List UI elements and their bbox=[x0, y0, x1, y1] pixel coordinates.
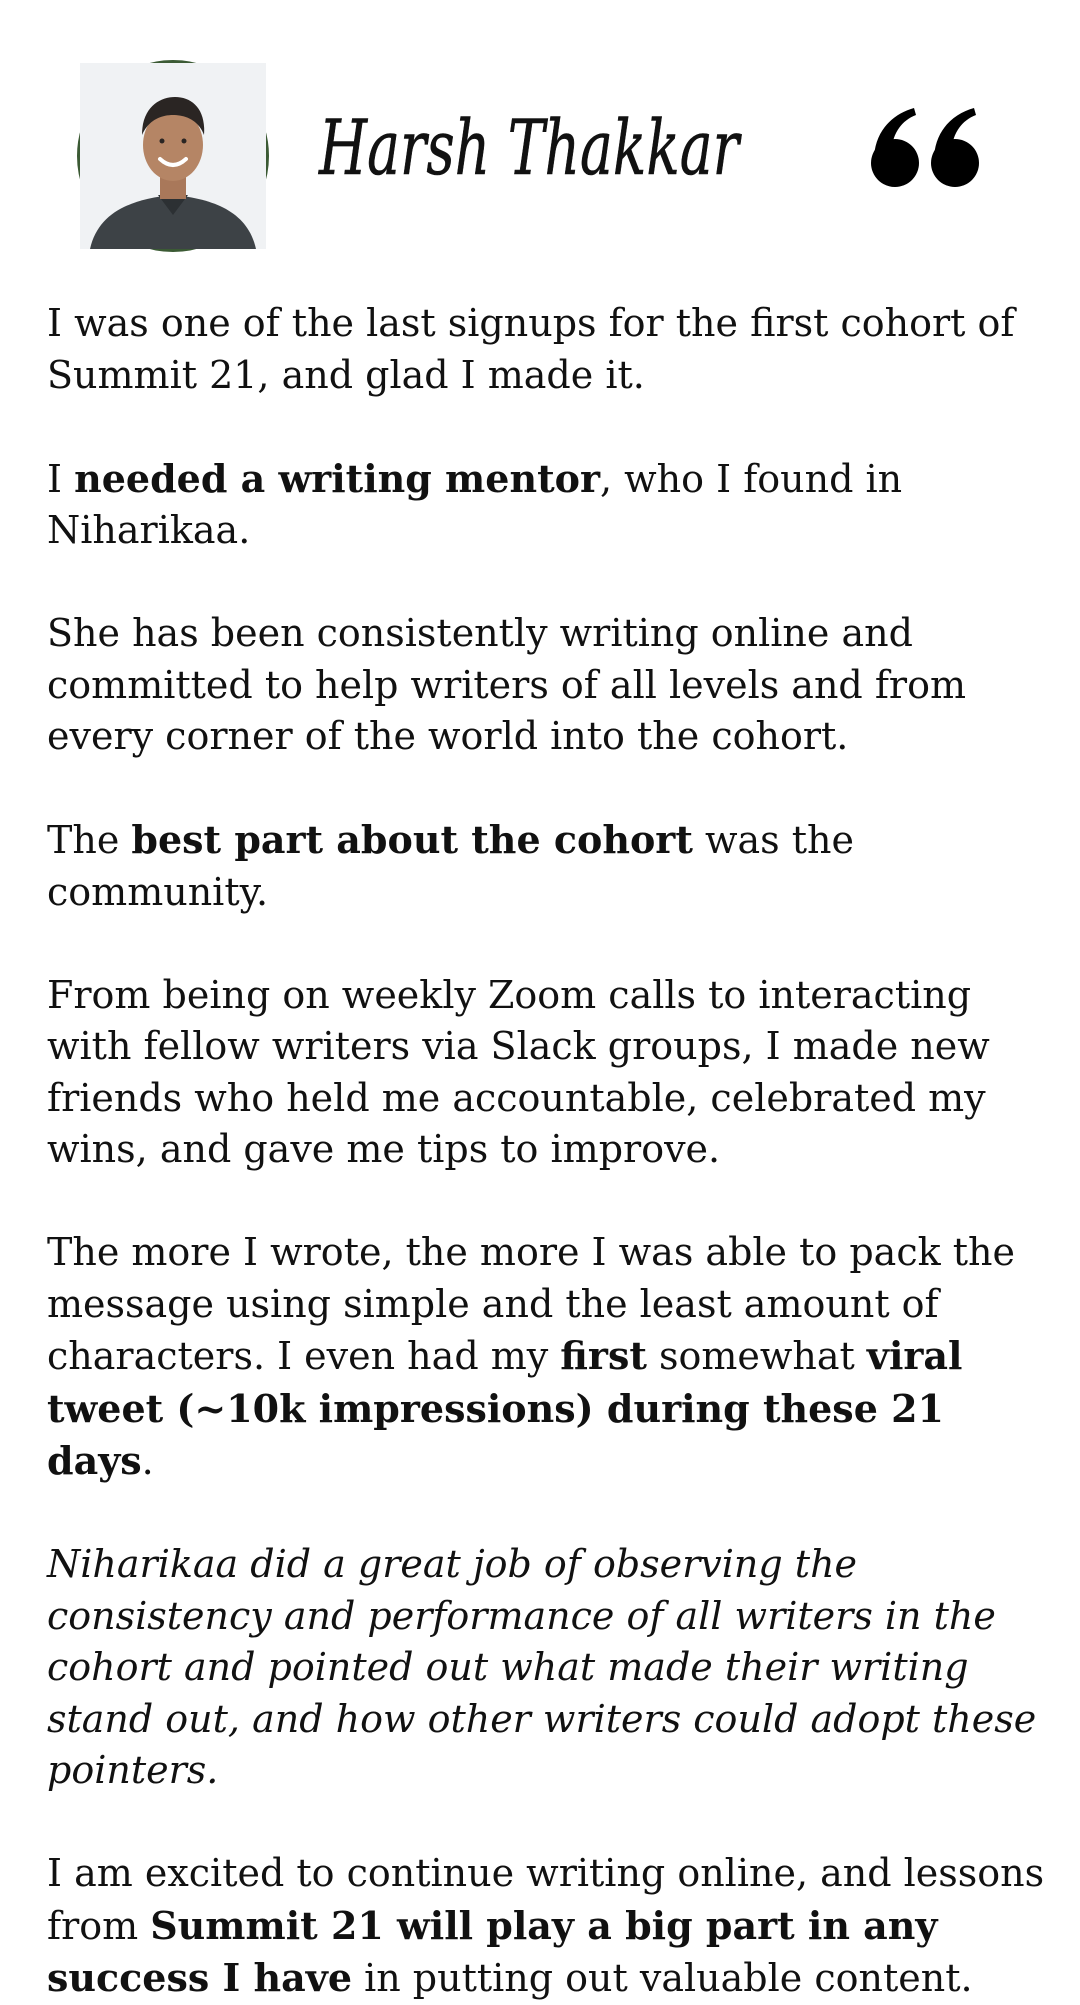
paragraph-2-bold: needed a writing mentor bbox=[74, 455, 600, 501]
signature-text: Harsh Thakkar bbox=[317, 103, 743, 192]
paragraph-6-text-a: The more I wrote, the more I was able to pack the message using simple and the least amount of characters. I even had my bbox=[47, 1230, 1015, 1378]
paragraph-7 bbox=[47, 1539, 1047, 1797]
paragraph-3 bbox=[47, 608, 1047, 763]
testimonial-body bbox=[47, 298, 1047, 2005]
paragraph-5 bbox=[47, 970, 1047, 1176]
paragraph-3-text: She has been consistently writing online and committed to help writers of all levels and from every corner of the world into the cohort. bbox=[47, 611, 966, 758]
paragraph-6-bold-first: first bbox=[560, 1333, 647, 1378]
paragraph-4-text-a: The bbox=[47, 818, 132, 862]
quote-icon bbox=[870, 106, 982, 188]
paragraph-4-bold: best part about the cohort bbox=[131, 817, 693, 862]
testimonial-header bbox=[0, 0, 1080, 270]
paragraph-8-bold: Summit 21 will play a big part in any success I have bbox=[47, 1902, 938, 2000]
paragraph-2 bbox=[47, 453, 1047, 557]
paragraph-8-text-c: in putting out valuable content. bbox=[352, 1956, 973, 2000]
paragraph-1-text: I was one of the last signups for the first cohort of Summit 21, and glad I made it. bbox=[47, 301, 1015, 397]
paragraph-6-text-e: . bbox=[141, 1439, 154, 1483]
paragraph-6-bold-viral: viral tweet (~10k impressions) during these 21 days bbox=[47, 1333, 963, 1483]
paragraph-2-text-a: I bbox=[47, 456, 75, 501]
paragraph-4-text-c: was the community. bbox=[47, 818, 854, 914]
paragraph-2-text-c: , who I found in Niharikaa. bbox=[47, 456, 903, 552]
signature bbox=[315, 96, 755, 196]
paragraph-5-text: From being on weekly Zoom calls to interacting with fellow writers via Slack groups, I made new friends who held me accountable, celebrated my wins, and gave me tips to improve. bbox=[47, 972, 990, 1171]
avatar-photo bbox=[80, 63, 266, 249]
paragraph-4 bbox=[47, 814, 1047, 918]
paragraph-8 bbox=[47, 1848, 1047, 2005]
paragraph-7-text: Niharikaa did a great job of observing the consistency and performance of all writers in the cohort and pointed out what made their writing stand out, and how other writers could adopt these pointers. bbox=[47, 1542, 1037, 1792]
paragraph-6-text-c: somewhat bbox=[646, 1334, 867, 1378]
paragraph-1 bbox=[47, 298, 1047, 401]
paragraph-6 bbox=[47, 1227, 1047, 1488]
paragraph-8-text-a: I am excited to continue writing online, and lessons from bbox=[47, 1851, 1045, 1948]
avatar bbox=[77, 60, 269, 252]
